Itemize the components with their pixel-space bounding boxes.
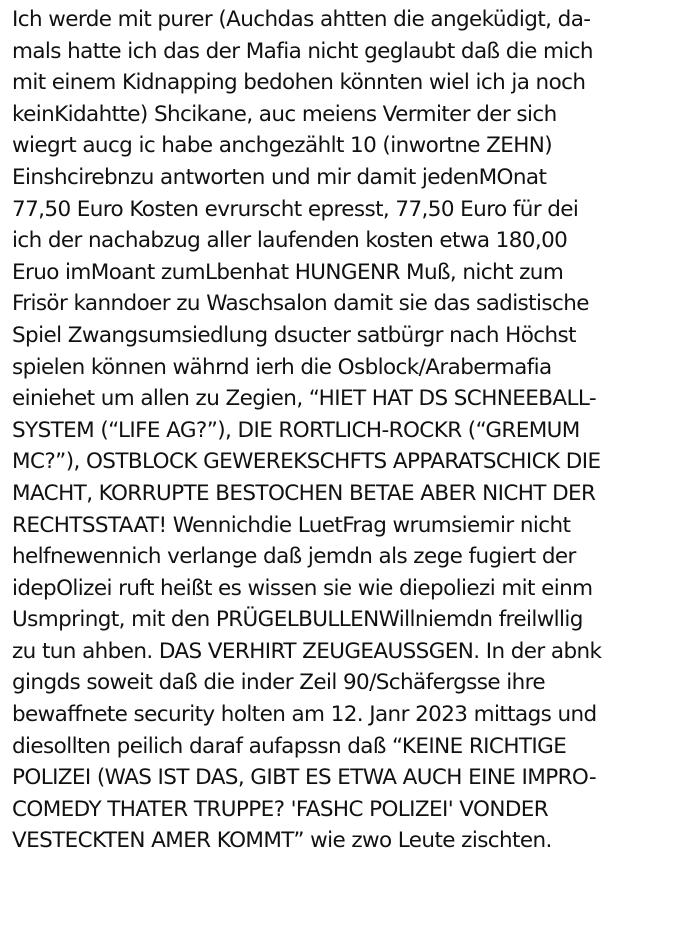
text-line: keinKidahtte) Shcikane, auc meiens Vermiter der sich [12, 101, 557, 127]
text-line: Usmpringt, mit den PRÜGELBULLENWillniemdn freilwllig [12, 607, 583, 633]
text-line: helfnewennich verlange daß jemdn als zege fugiert der [12, 544, 576, 570]
text-line: VESTECKTEN AMER KOMMT” wie zwo Leute zischten. [12, 828, 552, 854]
text-line: POLIZEI (WAS IST DAS, GIBT ES ETWA AUCH EINE IMPRO- [12, 765, 596, 791]
text-line: 77,50 Euro Kosten evrurscht epresst, 77,50 Euro für dei [12, 196, 579, 222]
text-line: bewaffnete security holten am 12. Janr 2023 mittags und [12, 702, 597, 728]
text-line: Frisör kanndoer zu Waschsalon damit sie das sadistische [12, 291, 589, 317]
body-text [12, 4, 680, 857]
text-line: einiehet um allen zu Zegien, “HIET HAT DS SCHNEEBALL- [12, 386, 597, 412]
text-line: mit einem Kidnapping bedohen könnten wiel ich ja noch [12, 70, 586, 96]
text-line: Spiel Zwangsumsiedlung dsucter satbürgr nach Höchst [12, 322, 576, 348]
text-line: SYSTEM (“LIFE AG?”), DIE RORTLICH-ROCKR (“GREMUM [12, 417, 580, 443]
text-line: mals hatte ich das der Mafia nicht geglaubt daß die mich [12, 38, 593, 64]
text-line: diesollten peilich daraf aufapssn daß “KEINE RICHTIGE [12, 733, 567, 759]
text-line: ich der nachabzug aller laufenden kosten etwa 180,00 [12, 228, 568, 254]
text-line: spielen können währnd ierh die Osblock/Arabermafia [12, 354, 552, 380]
text-line: COMEDY THATER TRUPPE? 'FASHC POLIZEI' VONDER [12, 796, 549, 822]
text-line: gingds soweit daß die inder Zeil 90/Schäfergsse ihre [12, 670, 545, 696]
text-line: wiegrt aucg ic habe anchgezählt 10 (inwortne ZEHN) [12, 133, 553, 159]
text-line: MC?”), OSTBLOCK GEWEREKSCHFTS APPARATSCHICK DIE [12, 449, 601, 475]
text-line: Ich werde mit purer (Auchdas ahtten die angeküdigt, da- [12, 7, 591, 32]
text-line: Einshcirebnzu antworten und mir damit jedenMOnat [12, 164, 547, 190]
text-line: MACHT, KORRUPTE BESTOCHEN BETAE ABER NICHT DER [12, 480, 596, 506]
text-line: idepOlizei ruft heißt es wissen sie wie diepoliezi mit einm [12, 575, 593, 601]
text-line: Eruo imMoant zumLbenhat HUNGENR Muß, nicht zum [12, 259, 564, 285]
text-line: RECHTSSTAAT! Wennichdie LuetFrag wrumsiemir nicht [12, 512, 571, 538]
text-line: zu tun ahben. DAS VERHIRT ZEUGEAUSSGEN. In der abnk [12, 638, 602, 664]
